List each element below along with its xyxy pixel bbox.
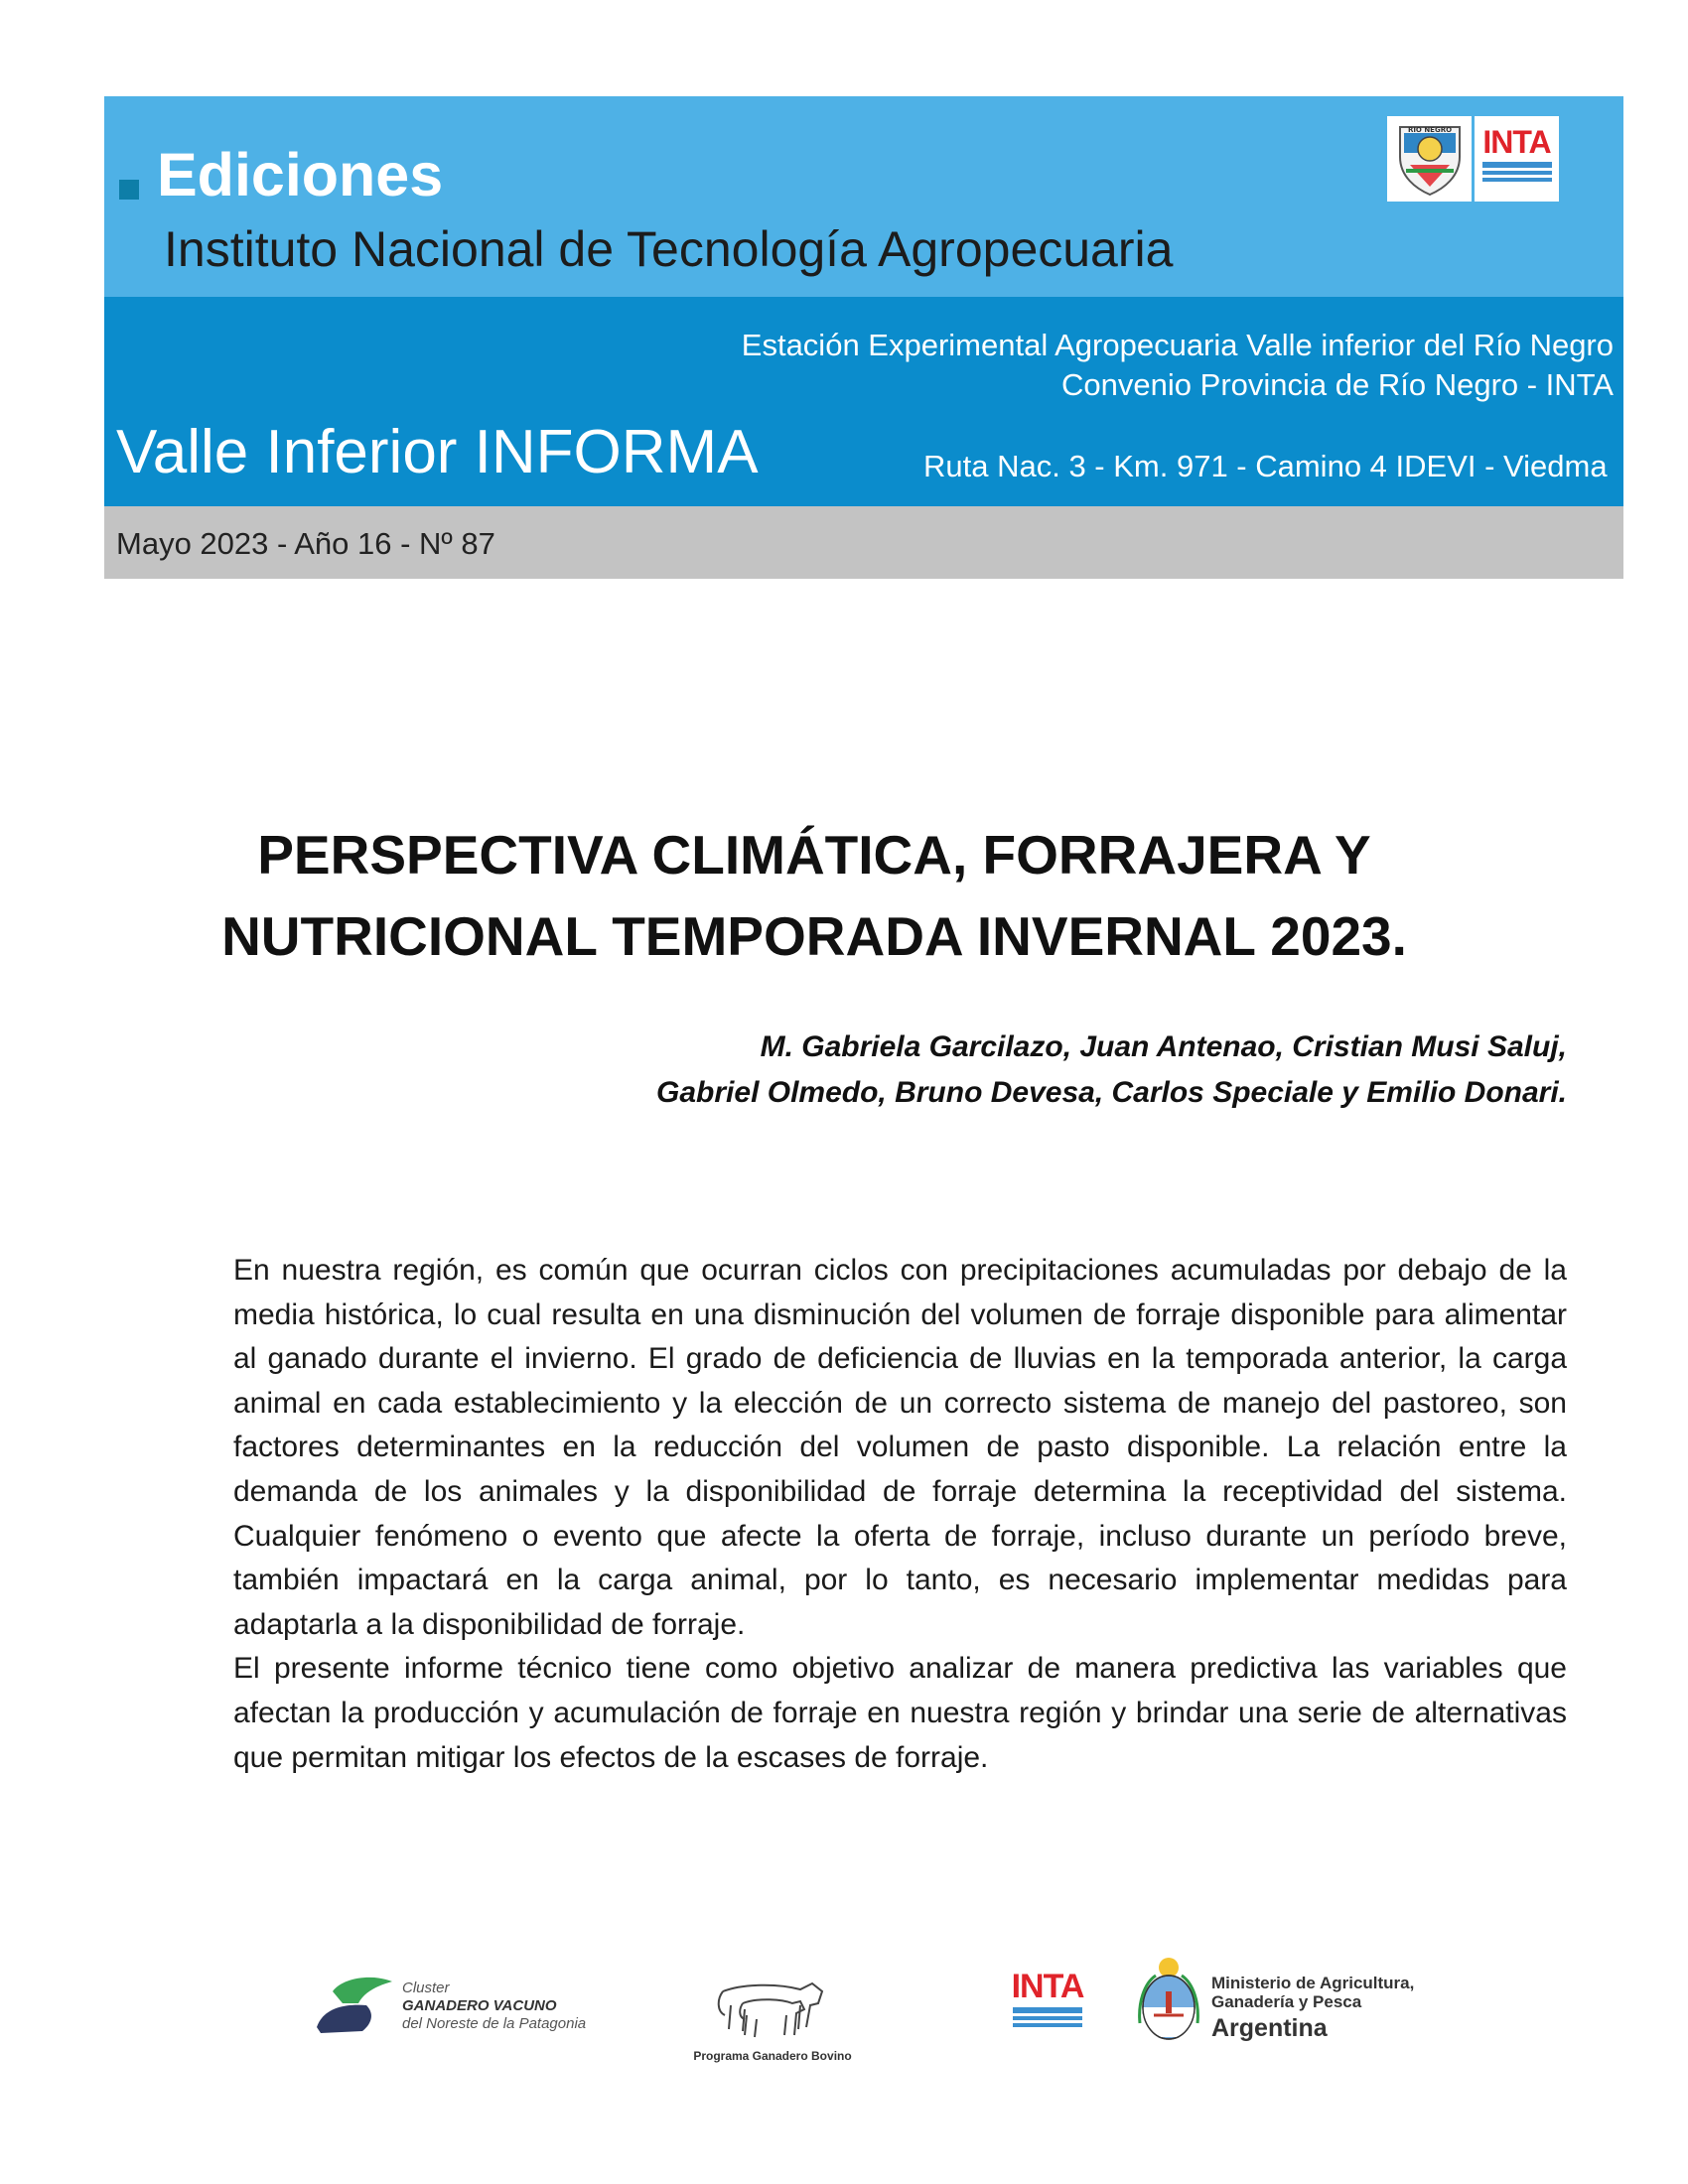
station-line: Estación Experimental Agropecuaria Valle inferior del Río Negro bbox=[741, 328, 1614, 362]
institute-name: Instituto Nacional de Tecnología Agropecuaria bbox=[164, 221, 1174, 277]
inta-stripe bbox=[1482, 178, 1552, 182]
cluster-logo bbox=[313, 1970, 601, 2049]
issue-info: Mayo 2023 - Año 16 - Nº 87 bbox=[116, 526, 495, 561]
ministerio-line: Ministerio de Agricultura, bbox=[1211, 1974, 1415, 1992]
programa-ganadero-logo bbox=[683, 1970, 862, 2069]
inta-stripe bbox=[1013, 2016, 1082, 2020]
argentina-coat-of-arms-icon bbox=[1132, 1954, 1205, 2049]
series-title: Ediciones bbox=[157, 141, 444, 208]
inta-stripe bbox=[1482, 162, 1552, 168]
cluster-line: del Noreste de la Patagonia bbox=[402, 2015, 587, 2032]
rio-negro-shield-icon bbox=[1390, 119, 1470, 199]
inta-stripe bbox=[1482, 171, 1552, 175]
authors-line: M. Gabriela Garcilazo, Juan Antenao, Cristian Musi Saluj, bbox=[760, 1030, 1567, 1063]
svg-text:RIO NEGRO: RIO NEGRO bbox=[1407, 126, 1452, 134]
title-line: NUTRICIONAL TEMPORADA INVERNAL 2023. bbox=[221, 905, 1407, 967]
inta-logo-footer bbox=[1011, 1964, 1084, 2037]
paragraph: El presente informe técnico tiene como objetivo analizar de manera predictiva las variables que afectan la producción y acumulación de forraje en nuestra región y brindar una serie de alternativas que permitan mitigar los efectos de la escases de forraje. bbox=[233, 1652, 1567, 1774]
inta-logo-header bbox=[1475, 116, 1559, 202]
ministerio-line: Ganadería y Pesca bbox=[1211, 1992, 1362, 2011]
programa-label: Programa Ganadero Bovino bbox=[693, 2049, 852, 2063]
inta-stripe bbox=[1013, 2023, 1082, 2027]
inta-wordmark: INTA bbox=[1011, 1968, 1084, 2005]
cattle-icon bbox=[683, 1970, 862, 2049]
ministerio-logo bbox=[1132, 1954, 1460, 2053]
article-body bbox=[233, 1249, 1567, 1780]
ministerio-text bbox=[1211, 1974, 1414, 2045]
cluster-text bbox=[402, 1979, 586, 2033]
cluster-line: GANADERO VACUNO bbox=[402, 1997, 557, 2014]
title-line: PERSPECTIVA CLIMÁTICA, FORRAJERA Y bbox=[257, 824, 1371, 886]
station-info bbox=[742, 326, 1614, 405]
station-line: Convenio Provincia de Río Negro - INTA bbox=[1061, 367, 1614, 402]
article-title bbox=[199, 814, 1430, 977]
bullet-square-icon bbox=[119, 180, 139, 200]
ministerio-country: Argentina bbox=[1211, 2014, 1328, 2042]
cluster-line: Cluster bbox=[402, 1979, 450, 1996]
publication-title: Valle Inferior INFORMA bbox=[116, 418, 759, 486]
header-logos bbox=[1387, 116, 1559, 202]
authors-line: Gabriel Olmedo, Bruno Devesa, Carlos Speciale y Emilio Donari. bbox=[656, 1076, 1567, 1109]
paragraph: En nuestra región, es común que ocurran ciclos con precipitaciones acumuladas por debajo de la media histórica, lo cual resulta en una disminución del volumen de forraje disponible para alimentar al ganado durante el invierno. El grado de deficiencia de lluvias en la temporada anterior, la carga animal en cada establecimiento y la elección de un correcto sistema de manejo del pastoreo, son factores determinantes en la reducción del volumen de pasto disponible. La relación entre la demanda de los animales y la disponibilidad de forraje determina la receptividad del sistema. Cualquier fenómeno o evento que afecte la oferta de forraje, incluso durante un período breve, también impactará en la carga animal, por lo tanto, es necesario implementar medidas para adaptarla a la disponibilidad de forraje. bbox=[233, 1254, 1567, 1641]
rio-negro-logo bbox=[1387, 116, 1472, 202]
cluster-emblem-icon bbox=[313, 1970, 402, 2039]
inta-stripe bbox=[1013, 2007, 1082, 2013]
article-authors bbox=[656, 1024, 1567, 1116]
inta-wordmark: INTA bbox=[1482, 124, 1551, 160]
address: Ruta Nac. 3 - Km. 971 - Camino 4 IDEVI - Viedma bbox=[923, 449, 1608, 483]
